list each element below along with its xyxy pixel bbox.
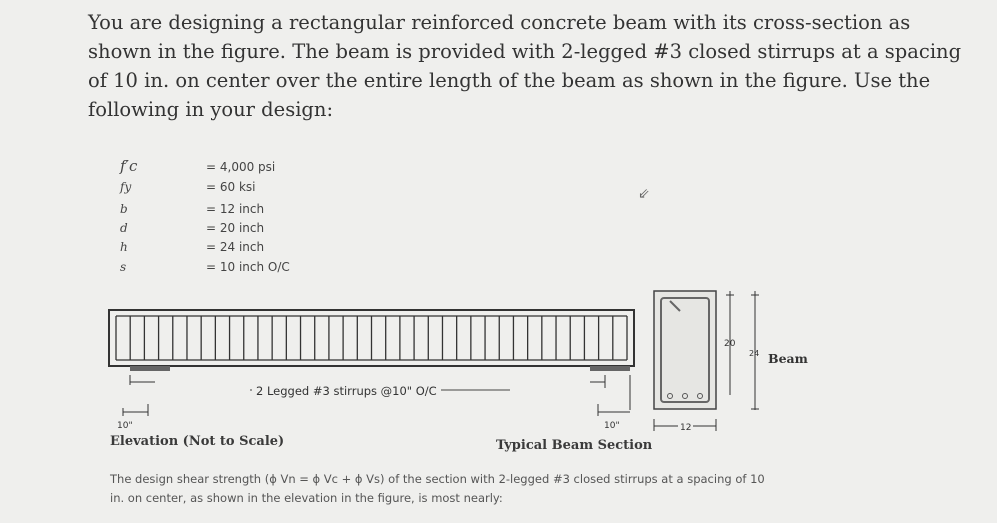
beam-label: Beam	[768, 351, 808, 366]
param-value: = 60 ksi	[206, 180, 256, 194]
param-symbol: d	[120, 221, 128, 235]
intro-line: following in your design:	[88, 98, 334, 121]
section-outline	[654, 291, 716, 409]
param-value: = 12 inch	[206, 202, 265, 216]
param-symbol: b	[120, 202, 128, 216]
param-value: = 4,000 psi	[206, 160, 276, 174]
mouse-pointer-icon: ⇙	[638, 186, 650, 202]
stirrup-label: 2 Legged #3 stirrups @10" O/C	[252, 384, 441, 398]
beam-section-drawing	[650, 285, 775, 435]
question-line: in. on center, as shown in the elevation in the figure, is most nearly:	[110, 491, 503, 505]
stirrup-lines	[116, 316, 627, 360]
param-symbol: fy	[120, 180, 132, 194]
section-caption: Typical Beam Section	[496, 438, 653, 453]
right-support	[590, 366, 630, 371]
param-symbol: s	[120, 260, 127, 274]
beam-elevation-drawing	[100, 300, 650, 435]
section-d-label: 20	[724, 339, 736, 349]
param-value: = 10 inch O/C	[206, 260, 290, 274]
param-symbol: h	[120, 240, 128, 254]
left-support	[130, 366, 170, 371]
question-line: The design shear strength (ϕ Vn = ϕ Vc + ϕ Vs) of the section with 2-legged #3 closed stirrups at a spacing of 10	[110, 472, 765, 486]
intro-line: shown in the figure. The beam is provided with 2-legged #3 closed stirrups at a spacing	[88, 40, 962, 63]
section-width-label: 12	[680, 423, 692, 433]
param-symbol: f′c	[120, 157, 138, 175]
right-dim-label: 10"	[604, 421, 620, 431]
section-h-label: 24	[749, 349, 760, 358]
question-text	[110, 470, 890, 508]
intro-line: You are designing a rectangular reinforced concrete beam with its cross-section as	[88, 11, 911, 34]
intro-line: of 10 in. on center over the entire length of the beam as shown in the figure. Use the	[88, 69, 931, 92]
left-dim-label: 10"	[117, 421, 133, 431]
param-value: = 24 inch	[206, 240, 265, 254]
problem-intro	[88, 8, 962, 124]
elevation-caption: Elevation (Not to Scale)	[110, 434, 285, 449]
param-value: = 20 inch	[206, 221, 265, 235]
